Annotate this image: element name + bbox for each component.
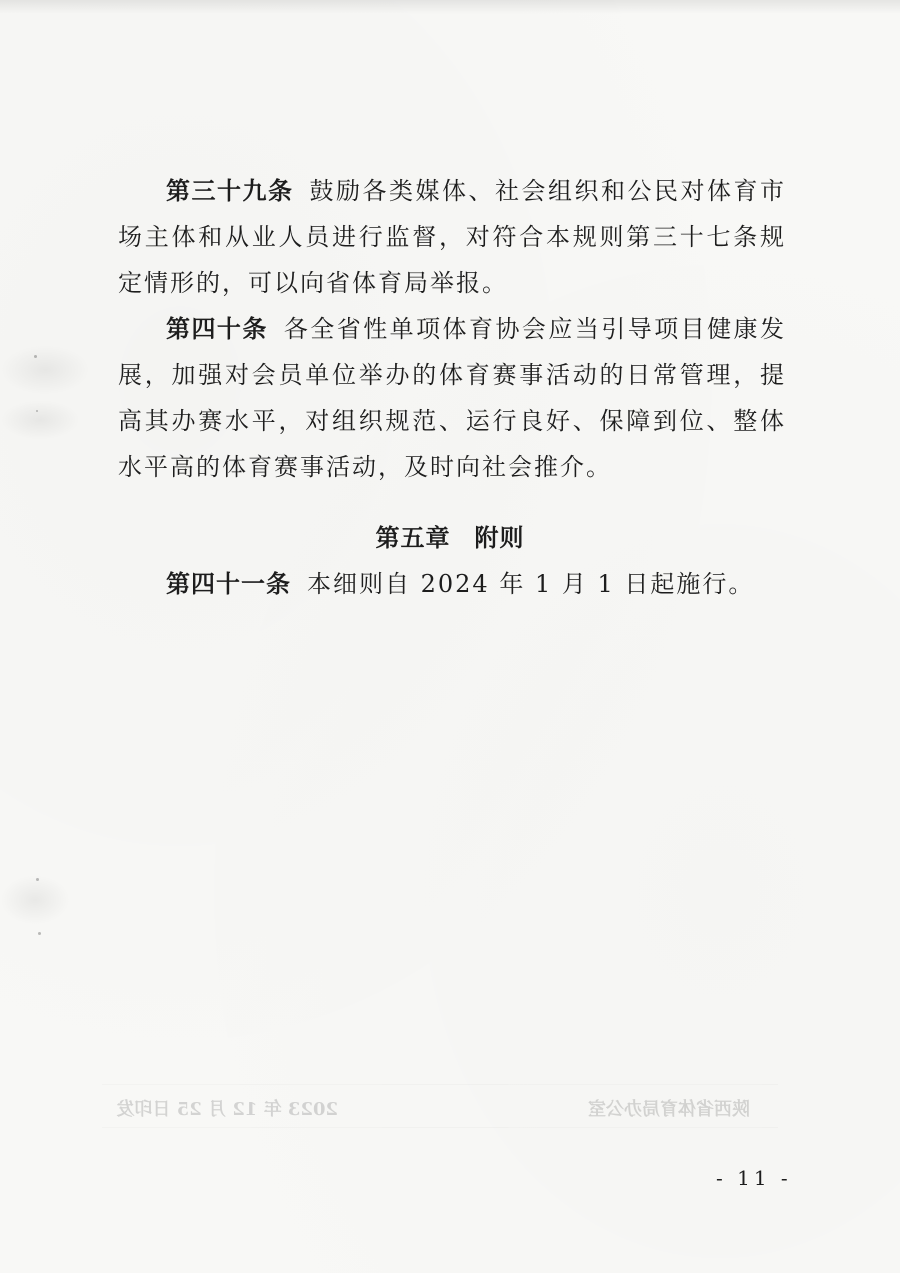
scan-speck [36, 878, 39, 881]
scan-smudge [0, 400, 80, 440]
article-list [118, 168, 786, 490]
article-text: 各全省性单项体育协会应当引导项目健康发展，加强对会员单位举办的体育赛事活动的日常管理，提高其办赛水平，对组织规范、运行良好、保障到位、整体水平高的体育赛事活动，及时向社会推介。 [118, 315, 787, 481]
scan-smudge [0, 345, 90, 395]
print-footer-bleedthrough [102, 1084, 778, 1128]
article-text: 鼓励各类媒体、社会组织和公民对体育市场主体和从业人员进行监督，对符合本规则第三十七条规定情形的，可以向省体育局举报。 [118, 177, 786, 297]
chapter-title: 附则 [474, 524, 525, 552]
scan-speck [34, 355, 37, 358]
article-paragraph [118, 168, 786, 306]
article-label: 第四十一条 [166, 570, 291, 598]
article-label: 第三十九条 [166, 177, 294, 205]
article-text: 本细则自 2024 年 1 月 1 日起施行。 [307, 570, 755, 598]
article-paragraph [118, 306, 786, 490]
article-label: 第四十条 [166, 315, 268, 343]
scan-speck [38, 932, 41, 935]
scan-edge-shadow [0, 0, 900, 14]
chapter-number: 第五章 [375, 524, 451, 552]
scan-smudge [0, 875, 70, 925]
print-date: 2023 年 12 月 25 日印发 [116, 1099, 338, 1120]
chapter-heading [0, 518, 900, 553]
final-article-paragraph [166, 561, 754, 607]
scan-speck [36, 410, 38, 412]
print-issuer: 陕西省体育局办公室 [588, 1099, 750, 1120]
page-number: - 11 - [716, 1166, 792, 1190]
